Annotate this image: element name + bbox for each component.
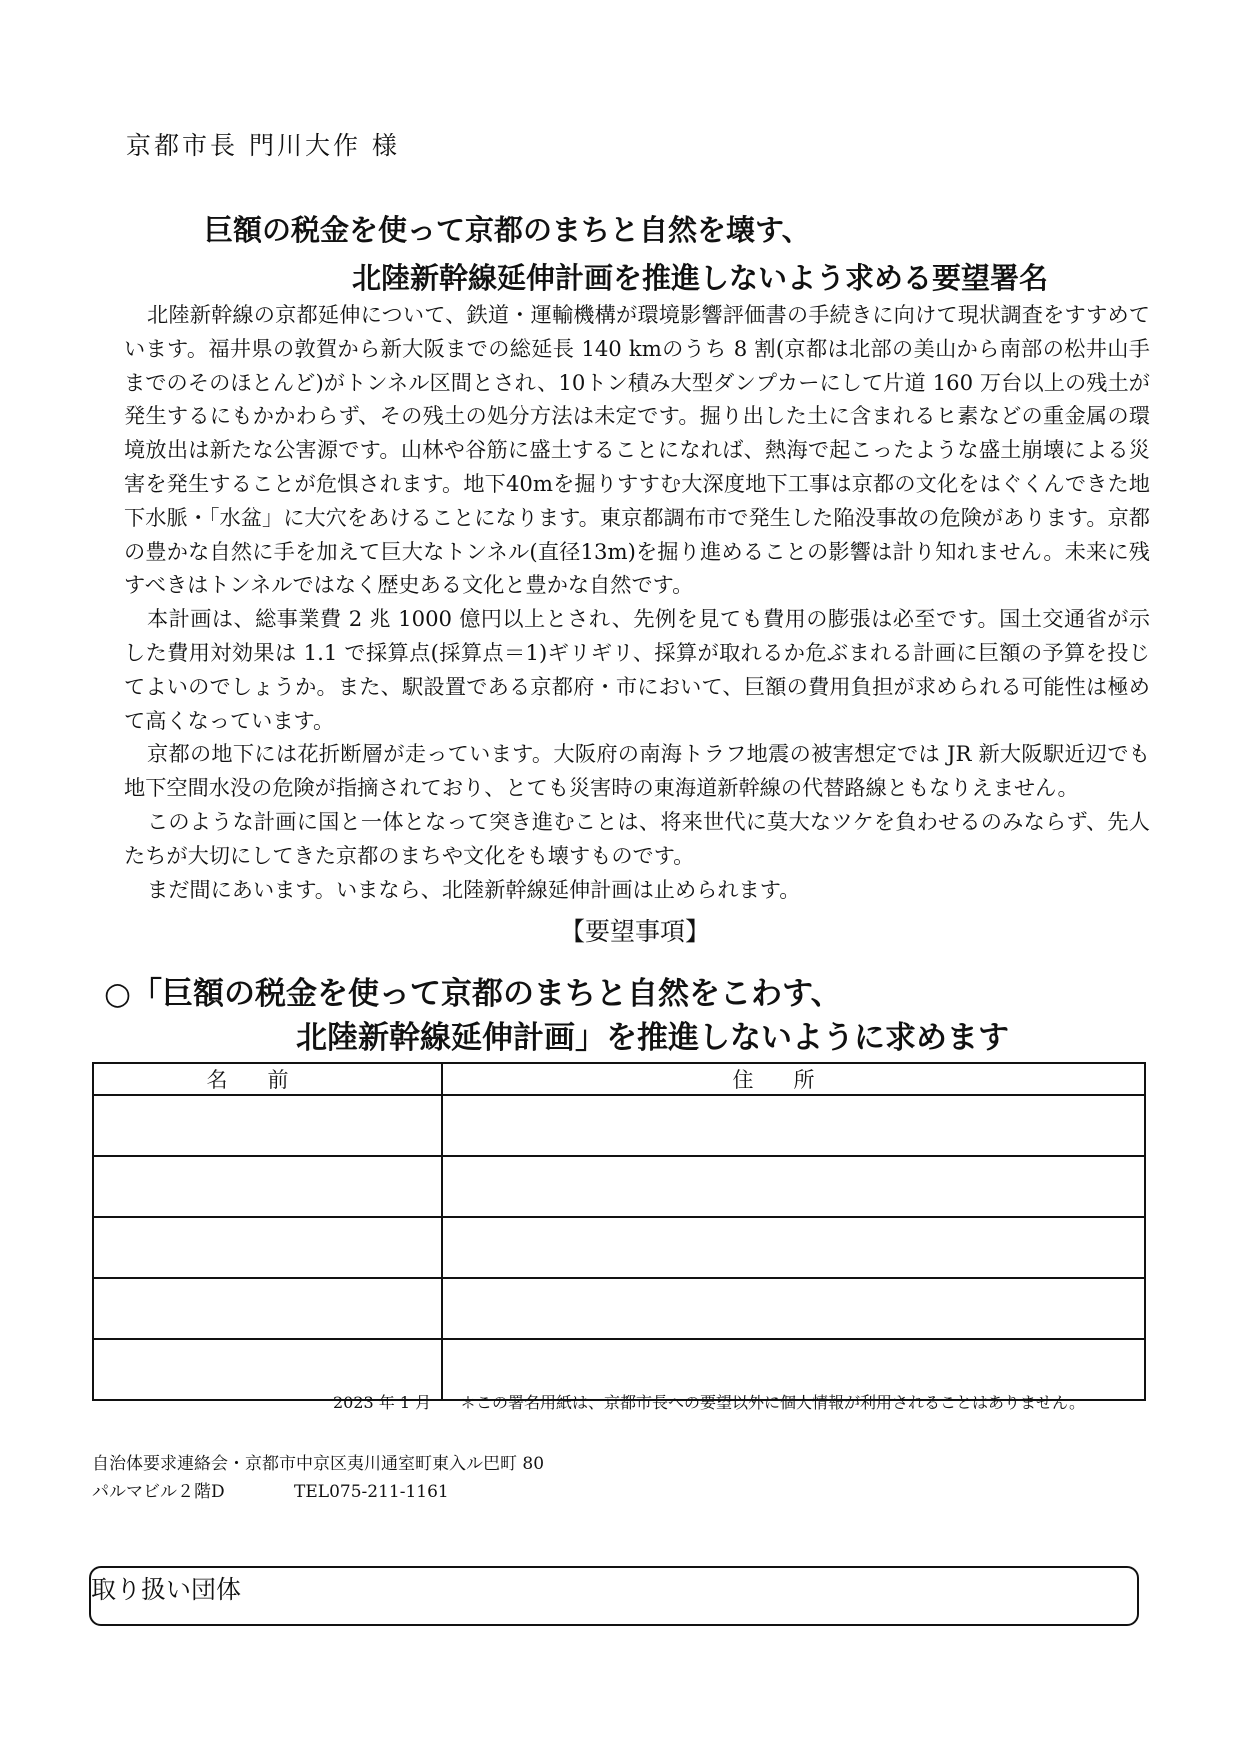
handling-organization-box[interactable] <box>89 1566 1139 1626</box>
address-cell[interactable] <box>442 1156 1145 1217</box>
addressee: 京都市長 門川大作 様 <box>126 131 400 160</box>
paragraph-5: まだ間にあいます。いまなら、北陸新幹線延伸計画は止められます。 <box>147 876 801 902</box>
name-cell[interactable] <box>93 1217 442 1278</box>
handling-organization-label: 取り扱い団体 <box>91 1575 242 1604</box>
title-line-1: 巨額の税金を使って京都のまちと自然を壊す、 <box>204 213 811 247</box>
address-cell[interactable] <box>442 1278 1145 1339</box>
body-text <box>124 298 1150 906</box>
paragraph-2: 本計画は、総事業費 2 兆 1000 億円以上とされ、先例を見ても費用の膨張は必至です。国土交通省が示した費用対効果は 1.1 で採算点(採算点＝1)ギリギリ、採算が取れるか危ぶまれる計画に巨額の予算を投じてよいのでしょうか。また、駅設置である京都府・市において、巨額の費用負担が求められる可能性は極めて高くなっています。 <box>124 606 1150 733</box>
privacy-note: ＊この署名用紙は、京都市長への要望以外に個人情報が利用されることはありません。 <box>460 1393 1085 1412</box>
name-column-header: 名前 <box>93 1063 442 1095</box>
contact-address: 自治体要求連絡会・京都市中京区夷川通室町東入ル巴町 80 <box>92 1454 545 1474</box>
signature-table-header <box>93 1063 1145 1095</box>
contact-building: パルマビル２階D <box>92 1482 225 1502</box>
contact-info <box>92 1450 544 1506</box>
name-cell[interactable] <box>93 1156 442 1217</box>
name-cell[interactable] <box>93 1278 442 1339</box>
paragraph-3: 京都の地下には花折断層が走っています。大阪府の南海トラフ地震の被害想定では JR 新大阪駅近辺でも地下空間水没の危険が指摘されており、とても災害時の東海道新幹線の代替路線ともなりえません。 <box>124 741 1150 801</box>
address-cell[interactable] <box>442 1217 1145 1278</box>
paragraph-1: 北陸新幹線の京都延伸について、鉄道・運輸機構が環境影響評価書の手続きに向けて現状調査をすすめています。福井県の敦賀から新大阪までの総延長 140 kmのうち 8 割(京都は北部の美山から南部の松井山手までのそのほとんど)がトンネル区間とされ、10トン積み大型ダンプカーにして片道 160 万台以上の残土が発生するにもかかわらず、その残土の処分方法は未定です。掘り出した土に含まれるヒ素などの重金属の環境放出は新たな公害源です。山林や谷筋に盛土することになれば、熱海で起こったような盛土崩壊による災害を発生することが危惧されます。地下40mを掘りすすむ大深度地下工事は京都の文化をはぐくんできた地下水脈・「水盆」に大穴をあけることになります。東京都調布市で発生した陥没事故の危険があります。京都の豊かな自然に手を加えて巨大なトンネル(直径13m)を掘り進めることの影響は計り知れません。未来に残すべきはトンネルではなく歴史ある文化と豊かな自然です。 <box>124 302 1150 598</box>
contact-line-2 <box>92 1478 544 1506</box>
signature-row <box>93 1156 1145 1217</box>
issue-date: 2023 年 1 月 <box>333 1393 432 1412</box>
signature-table <box>92 1062 1146 1401</box>
requests-heading: 【要望事項】 <box>560 917 711 946</box>
signature-row <box>93 1278 1145 1339</box>
contact-tel: TEL075-211-1161 <box>294 1482 449 1502</box>
paragraph-4: このような計画に国と一体となって突き進むことは、将来世代に莫大なツケを負わせるのみならず、先人たちが大切にしてきた京都のまちや文化をも壊すものです。 <box>124 808 1150 868</box>
signature-row <box>93 1217 1145 1278</box>
title-line-2: 北陸新幹線延伸計画を推進しないよう求める要望署名 <box>352 261 1049 295</box>
address-column-header: 住所 <box>442 1063 1145 1095</box>
signature-row <box>93 1095 1145 1156</box>
request-line-1: ○「巨額の税金を使って京都のまちと自然をこわす、 <box>104 976 842 1012</box>
name-cell[interactable] <box>93 1095 442 1156</box>
request-line-2: 北陸新幹線延伸計画」を推進しないように求めます <box>296 1020 1009 1056</box>
address-cell[interactable] <box>442 1095 1145 1156</box>
